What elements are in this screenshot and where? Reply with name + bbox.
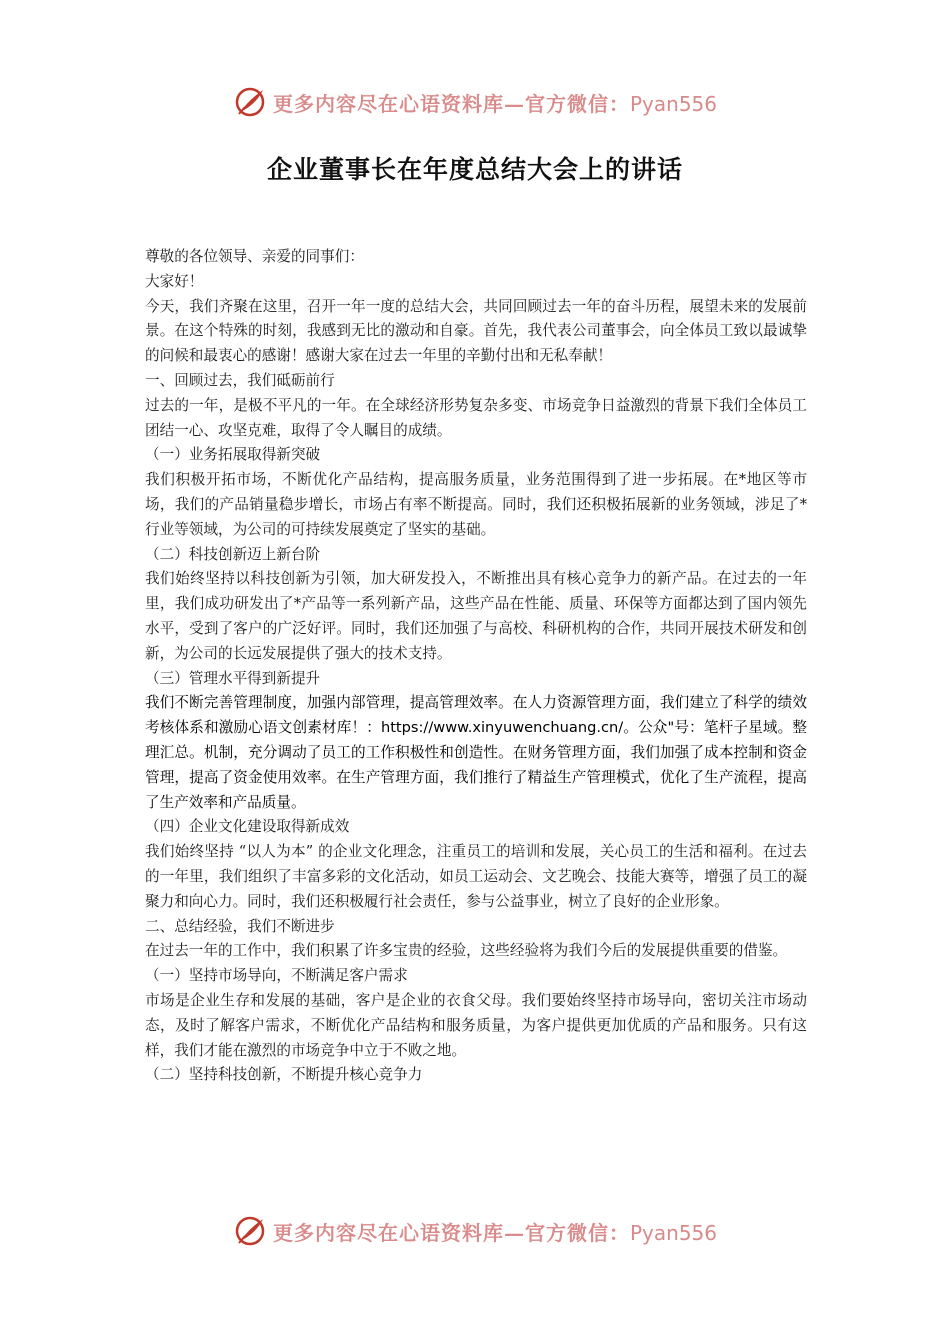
header-banner xyxy=(0,82,950,122)
subsection-heading: （四）企业文化建设取得新成效 xyxy=(145,818,350,836)
banner-text xyxy=(273,1217,717,1246)
section-heading-2: 二、总结经验，我们不断进步 xyxy=(145,917,335,935)
banner-wechat-id: Pyan556 xyxy=(629,1220,717,1245)
banner-text xyxy=(273,88,717,117)
paragraph: 过去的一年，是极不平凡的一年。在全球经济形势复杂多变、市场竞争日益激烈的背景下我们全体员工团结一心、攻坚克难，取得了令人瞩目的成绩。 xyxy=(145,396,807,439)
salutation: 尊敬的各位领导、亲爱的同事们： xyxy=(145,248,364,265)
banner-wechat-id: Pyan556 xyxy=(629,91,717,116)
paragraph: 市场是企业生存和发展的基础，客户是企业的衣食父母。我们要始终坚持市场导向，密切关注市场动态，及时了解客户需求，不断优化产品结构和服务质量，为客户提供更加优质的产品和服务。只有这样，我们才能在激烈的市场竞争中立于不败之地。 xyxy=(145,991,807,1059)
paragraph-management: 我们不断完善管理制度，加强内部管理，提高管理效率。在人力资源管理方面，我们建立了科学的绩效考核体系和激励心语文创素材库！：https://www.xinyuwenchuang.cn/。公众"号：笔杆子星域。整理汇总。机制，充分调动了员工的工作积极性和创造性。在财务管理方面，我们加强了成本控制和资金管理，提高了资金使用效率。在生产管理方面，我们推行了精益生产管理模式，优化了生产流程，提高了生产效率和产品质量。 xyxy=(145,694,807,811)
paragraph: 在过去一年的工作中，我们积累了许多宝贵的经验，这些经验将为我们今后的发展提供重要的借鉴。 xyxy=(145,942,788,960)
quill-logo-icon xyxy=(233,1214,267,1248)
subsection-heading: （二）坚持科技创新，不断提升核心竞争力 xyxy=(145,1066,423,1084)
greeting: 大家好！ xyxy=(145,272,204,290)
section-heading-1: 一、回顾过去，我们砥砺前行 xyxy=(145,371,335,389)
quill-logo-icon xyxy=(233,85,267,119)
paragraph: 我们始终坚持 “以人为本” 的企业文化理念，注重员工的培训和发展，关心员工的生活和福利。在过去的一年里，我们组织了丰富多彩的文化活动，如员工运动会、文艺晚会、技能大赛等，增强了员工的凝聚力和向心力。同时，我们还积极履行社会责任，参与公益事业，树立了良好的企业形象。 xyxy=(145,843,807,910)
banner-text-cn: 更多内容尽在心语资料库—官方微信： xyxy=(272,91,630,116)
paragraph-intro: 今天，我们齐聚在这里，召开一年一度的总结大会，共同回顾过去一年的奋斗历程，展望未来的发展前景。在这个特殊的时刻，我感到无比的激动和自豪。首先，我代表公司董事会，向全体员工致以最诚挚的问候和最衷心的感谢！感谢大家在过去一年里的辛勤付出和无私奉献！ xyxy=(145,297,807,365)
document-body xyxy=(145,245,807,1088)
paragraph: 我们始终坚持以科技创新为引领，加大研发投入，不断推出具有核心竞争力的新产品。在过去的一年里，我们成功研发出了*产品等一系列新产品，这些产品在性能、质量、环保等方面都达到了国内领先水平，受到了客户的广泛好评。同时，我们还加强了与高校、科研机构的合作，共同开展技术研发和创新，为公司的长远发展提供了强大的技术支持。 xyxy=(145,570,807,662)
document-title: 企业董事长在年度总结大会上的讲话 xyxy=(266,155,683,184)
paragraph: 我们积极开拓市场，不断优化产品结构，提高服务质量，业务范围得到了进一步拓展。在*地区等市场，我们的产品销量稳步增长，市场占有率不断提高。同时，我们还积极拓展新的业务领域，涉足了*行业等领域，为公司的可持续发展奠定了坚实的基础。 xyxy=(145,471,807,538)
footer-banner xyxy=(0,1211,950,1251)
subsection-heading: （三）管理水平得到新提升 xyxy=(145,669,321,687)
subsection-heading: （二）科技创新迈上新台阶 xyxy=(145,545,321,563)
banner-text-cn: 更多内容尽在心语资料库—官方微信： xyxy=(272,1220,630,1245)
subsection-heading: （一）坚持市场导向，不断满足客户需求 xyxy=(145,967,408,985)
subsection-heading: （一）业务拓展取得新突破 xyxy=(145,446,321,464)
